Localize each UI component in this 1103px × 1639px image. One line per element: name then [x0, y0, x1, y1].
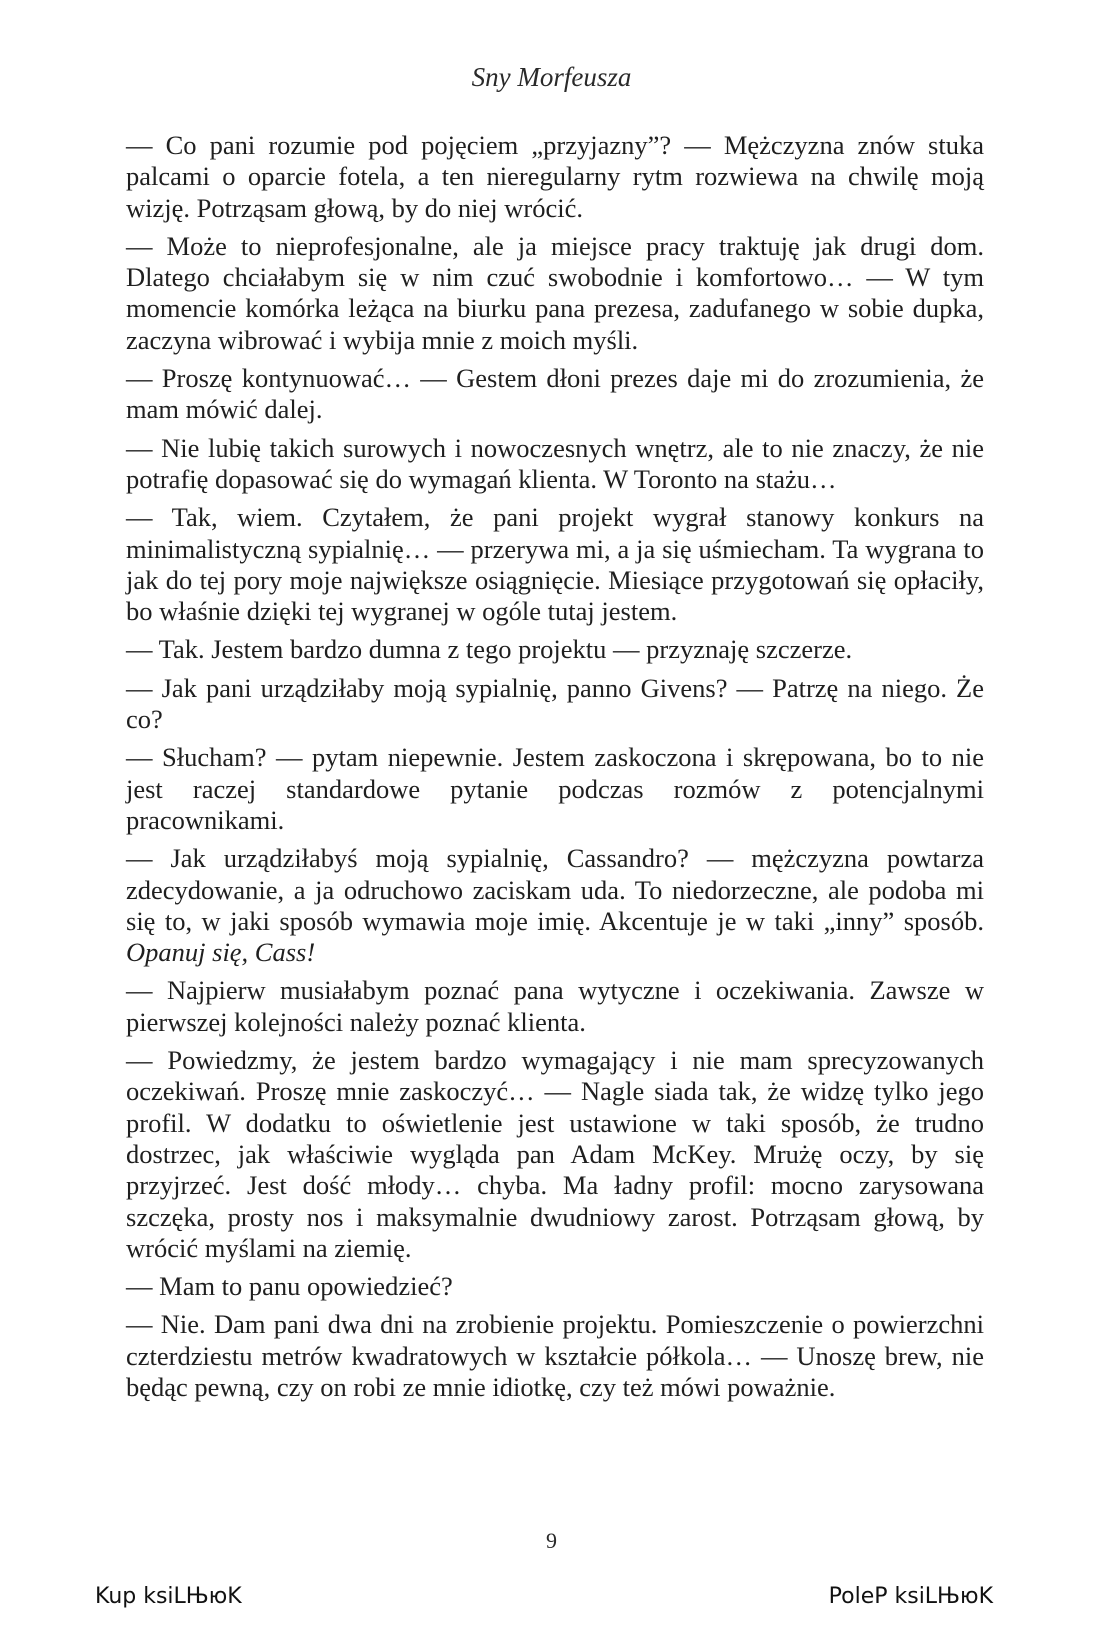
paragraph-text: — Nie. Dam pani dwa dni na zrobienie projektu. Pomieszczenie o powierzchni czterdziestu metrów kwadratowych w kształcie półkola… — Unoszę brew, nie będąc pewną, czy on robi ze mnie idiotkę, czy też mówi poważnie. [126, 1309, 984, 1402]
paragraph [126, 1309, 984, 1403]
rate-book-link[interactable]: PoleP ksiLЊюK [828, 1584, 993, 1609]
paragraph [126, 742, 984, 836]
paragraph [126, 502, 984, 627]
paragraph-text: — Jak urządziłabyś moją sypialnię, Cassandro? — mężczyzna powtarza zdecydowanie, a ja odruchowo zaciskam uda. To niedorzeczne, ale podoba mi się to, w jaki sposób wymawia moje imię. Akcentuje je w taki „inny” sposób. [126, 843, 984, 936]
paragraph [126, 231, 984, 356]
paragraph [126, 673, 984, 736]
paragraph-text: — Mam to panu opowiedzieć? [126, 1271, 453, 1302]
paragraph-text: — Tak, wiem. Czytałem, że pani projekt wygrał stanowy konkurs na minimalistyczną sypialnię… — przerywa mi, a ja się uśmiecham. Ta wygrana to jak do tej pory moje największe osiągnięcie. Miesiące przygotowań się opłaciły, bo właśnie dzięki tej wygranej w ogóle tutaj jestem. [126, 502, 984, 627]
paragraph-text: — Nie lubię takich surowych i nowoczesnych wnętrz, ale to nie znaczy, że nie potrafię dopasować się do wymagań klienta. W Toronto na stażu… [126, 432, 984, 494]
paragraph-italic-text: Opanuj się, Cass! [126, 937, 316, 968]
paragraph [126, 363, 984, 426]
paragraph-text: — Powiedzmy, że jestem bardzo wymagający i nie mam sprecyzowanych oczekiwań. Proszę mnie zaskoczyć… — Nagle siada tak, że widzę tylko jego profil. W dodatku to oświetlenie jest ustawione w taki sposób, że trudno dostrzec, jak właściwie wygląda pan Adam McKey. Mrużę oczy, by się przyjrzeć. Jest dość młody… chyba. Ma ładny profil: mocno zarysowana szczęka, prosty nos i maksymalnie dwudniowy zarost. Potrząsam głową, by wrócić myślami na ziemię. [126, 1045, 984, 1263]
paragraph [126, 1271, 984, 1302]
paragraph-text: — Jak pani urządziłaby moją sypialnię, panno Givens? — Patrzę na niego. Że co? [126, 672, 984, 735]
paragraph-text: — Słucham? — pytam niepewnie. Jestem zaskoczona i skrępowana, bo to nie jest raczej standardowe pytanie podczas rozmów z potencjalnymi pracownikami. [126, 742, 984, 835]
paragraph [126, 433, 984, 496]
paragraph [126, 975, 984, 1038]
paragraph-text: — Co pani rozumie pod pojęciem „przyjazny”? — Mężczyzna znów stuka palcami o oparcie fotela, a ten nieregularny rytm rozwiewa na chwilę moją wizję. Potrząsam głową, by do niej wrócić. [126, 130, 984, 223]
paragraph-text: — Proszę kontynuować… — Gestem dłoni prezes daje mi do zrozumienia, że mam mówić dalej. [126, 363, 984, 425]
paragraph [126, 130, 984, 224]
paragraph-text: — Może to nieprofesjonalne, ale ja miejsce pracy traktuję jak drugi dom. Dlatego chciałabym się w nim czuć swobodnie i komfortowo… — W tym momencie komórka leżąca na biurku pana prezesa, zadufanego w sobie dupka, zaczyna wibrować i wybija mnie z moich myśli. [126, 230, 984, 355]
paragraph-text: — Najpierw musiałabym poznać pana wytyczne i oczekiwania. Zawsze w pierwszej kolejności należy poznać klienta. [126, 975, 984, 1037]
paragraph [126, 634, 984, 665]
body-text [126, 130, 984, 1410]
page-number: 9 [546, 1528, 557, 1553]
running-header-title: Sny Morfeusza [471, 62, 632, 92]
buy-book-link[interactable]: Kup ksiLЊюK [95, 1584, 242, 1609]
paragraph-text: — Tak. Jestem bardzo dumna z tego projektu — przyznaję szczerze. [126, 634, 853, 665]
paragraph [126, 1045, 984, 1264]
paragraph [126, 843, 984, 968]
